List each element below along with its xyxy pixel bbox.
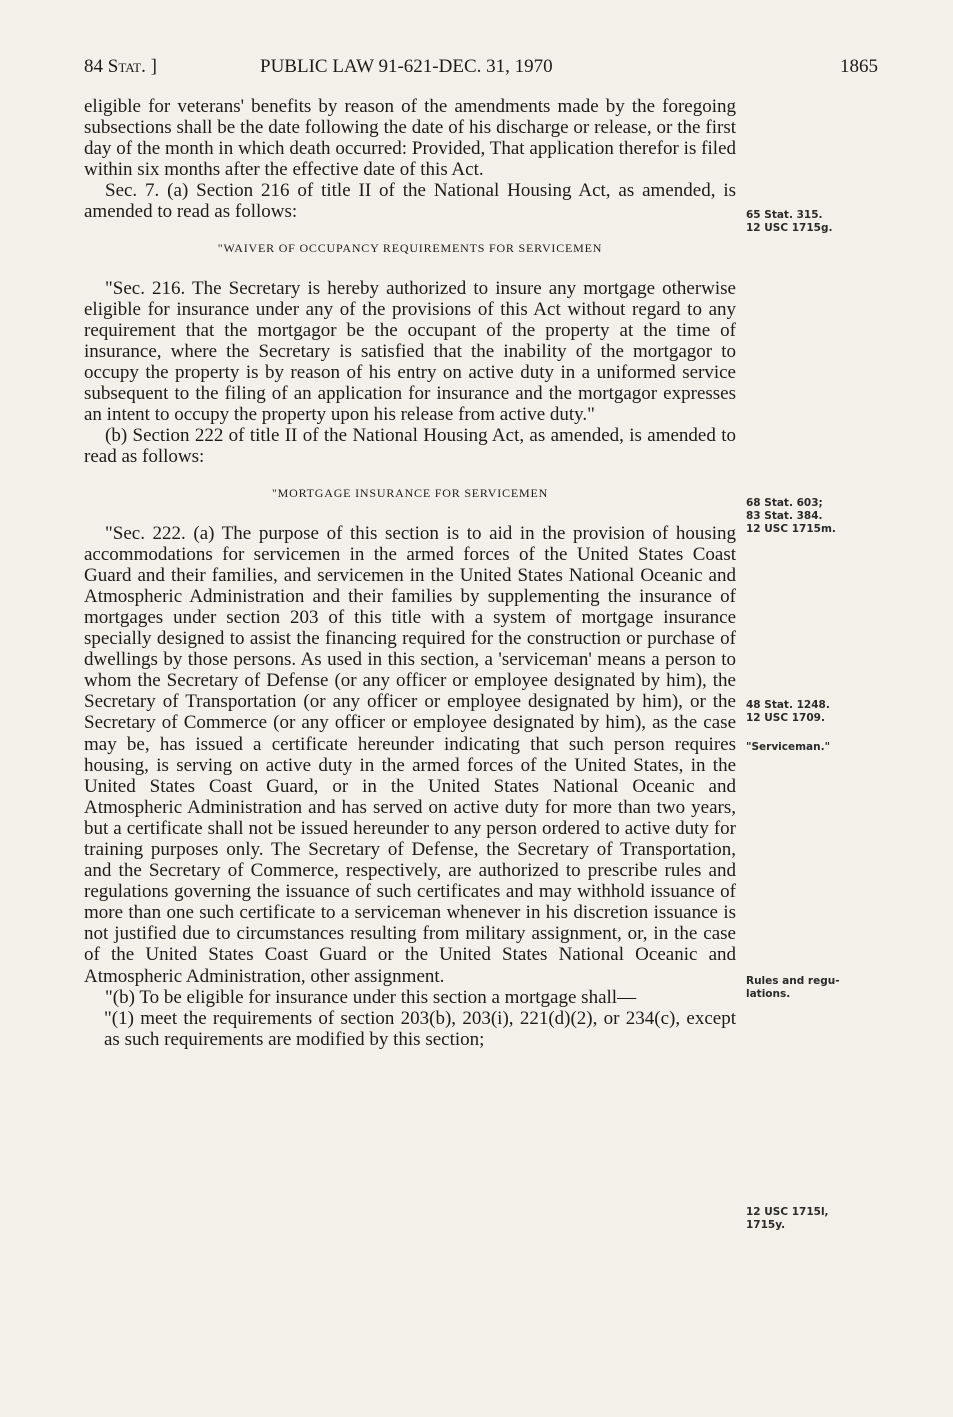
- law-title: PUBLIC LAW 91-621-DEC. 31, 1970: [260, 56, 553, 77]
- margin-note-line: 12 USC 1715g.: [746, 222, 833, 234]
- margin-note-line: 12 USC 1709.: [746, 712, 825, 724]
- margin-note-12-usc: [746, 1206, 886, 1232]
- paragraph-sec222b1: "(1) meet the requirements of section 203(b), 203(i), 221(d)(2), or 234(c), except as such requirements are modified by this section;: [104, 1007, 736, 1050]
- paragraph-sec7a: Sec. 7. (a) Section 216 of title II of the National Housing Act, as amended, is amended to read as follows:: [84, 180, 736, 223]
- margin-note-line: 1715y.: [746, 1219, 786, 1231]
- main-text-column: [84, 96, 736, 1050]
- paragraph-sec7b: (b) Section 222 of title II of the National Housing Act, as amended, is amended to read as follows:: [84, 425, 736, 468]
- page-header: [84, 56, 884, 86]
- paragraph-sec222b: "(b) To be eligible for insurance under this section a mortgage shall—: [105, 986, 637, 1008]
- margin-note-rules: [746, 975, 886, 1001]
- margin-note-65-stat: [746, 209, 886, 235]
- margin-note-line: 68 Stat. 603;: [746, 497, 823, 509]
- paragraph-sec222a: "Sec. 222. (a) The purpose of this section is to aid in the provision of housing accommodations for servicemen in the armed forces of the United States Coast Guard and their families, and servicemen in the United States National Oceanic and Atmospheric Administration and their families by supplementing the insurance of mortgages under section 203 of this title with a system of mortgage insurance specially designed to assist the financing required for the construction or purchase of dwellings by those persons. As used in this section, a 'serviceman' means a person to whom the Secretary of Defense (or any officer or employee designated by him), the Secretary of Transportation (or any officer or employee designated by him), or the Secretary of Commerce (or any officer or employee designated by him), as the case may be, has issued a certificate hereunder indicating that such person requires housing, is serving on active duty in the armed forces of the United States, in the United States Coast Guard, or in the United States National Oceanic and Atmospheric Administration and has served on active duty for more than two years, but a certificate shall not be issued hereunder to any person ordered to active duty for training purposes only. The Secretary of Defense, the Secretary of Transportation, and the Secretary of Commerce, respectively, are authorized to prescribe rules and regulations governing the issuance of such certificates and may withhold issuance of more than one such certificate to a serviceman whenever in his discretion issuance is not justified due to circumstances resulting from military assignment, or, in the case of the United States Coast Guard or the United States National Oceanic and Atmospheric Administration, other assignment.: [84, 522, 736, 987]
- margin-note-line: 65 Stat. 315.: [746, 209, 823, 221]
- margin-note-line: 12 USC 1715m.: [746, 523, 836, 535]
- paragraph-effective-date: eligible for veterans' benefits by reason of the amendments made by the foregoing subsections shall be the date following the date of his discharge or release, or the first day of the month in which death occurred: Provided, That application therefor is filed within six months after the effective date of this Act.: [84, 96, 736, 181]
- heading-mortgage-insurance: "MORTGAGE INSURANCE FOR SERVICEMEN: [271, 485, 549, 500]
- margin-note-line: 12 USC 1715l,: [746, 1206, 829, 1218]
- margin-note-line: 48 Stat. 1248.: [746, 699, 830, 711]
- margin-note-line: lations.: [746, 988, 791, 1000]
- paragraph-sec216: "Sec. 216. The Secretary is hereby authorized to insure any mortgage otherwise eligible for insurance under any of the provisions of this Act without regard to any requirement that the mortgagor be the occupant of the property at the time of insurance, where the Secretary is satisfied that the inability of the mortgagor to occupy the property is by reason of his entry on active duty in a uniformed service subsequent to the filing of an application for insurance and the mortgagor expresses an intent to occupy the property upon his release from active duty.": [84, 277, 736, 426]
- margin-note-line: Rules and regu-: [746, 975, 840, 987]
- margin-note-serviceman: [746, 741, 886, 754]
- margin-note-68-stat: [746, 497, 886, 536]
- margin-note-line: "Serviceman.": [746, 741, 831, 753]
- page-number: 1865: [840, 56, 878, 77]
- heading-waiver: "WAIVER OF OCCUPANCY REQUIREMENTS FOR SERVICEMEN: [217, 240, 603, 255]
- margin-note-48-stat: [746, 699, 886, 725]
- volume-reference: 84 Stat. ]: [84, 56, 157, 77]
- margin-note-line: 83 Stat. 384.: [746, 510, 823, 522]
